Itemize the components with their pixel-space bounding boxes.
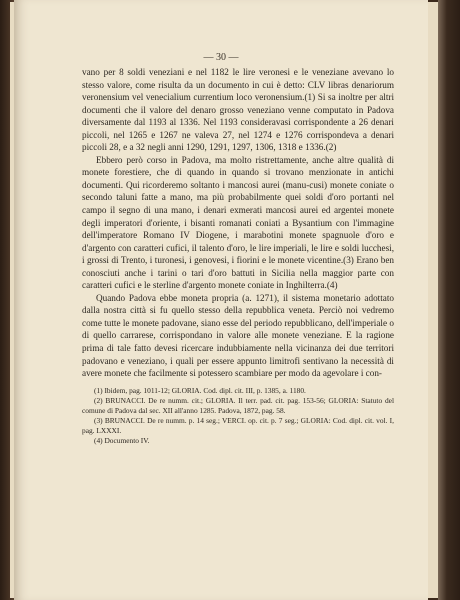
footnote: (4) Documento IV. (94, 436, 150, 446)
main-text (82, 66, 394, 446)
paragraph: vano per 8 soldi veneziani e nel 1182 le lire veronesi e le veneziane avevano lo stesso valore, come risulta da un documento in cui è detto: CLV libras denariorum veronensium vel venecialium currentium loco veronensium.(1) Si sa inoltre per altri documenti che il valore del denaro grosso veneziano venne computato in Padova diversamente dal 1193 al 1336. Nel 1193 consideravasi corrispondente a 26 denari piccoli, nel 1265 e 1267 ne valeva 27, nel 1274 e 1276 corrispondeva a denari piccoli 28, e a 32 negli anni 1290, 1291, 1297, 1306, 1318 e 1336.(2) (82, 67, 394, 153)
page-number: — 30 — (203, 52, 239, 63)
footnote: (1) Ibidem, pag. 1011-12; GLORIA. Cod. dipl. cit. III, p. 1385, a. 1180. (94, 385, 306, 395)
paragraph: Quando Padova ebbe moneta propria (a. 1271), il sistema monetario adottato dalla nostra città si fu quello stesso della repubblica veneta. Perciò noi vedremo come tutte le monete padovane, siano esse del periodo repubblicano, dell'imperiale o di quello carrarese, corrispondano in valore alle monete veneziane. E la ragione prima di tale fatto devesi ricercare indubbiamente nella vicinanza dei due territori padovano e veneziano, i quali per essere appunto limitrofi sentivano la necessità di avere monete che facilmente si potessero scambiare per modo da agevolare i con- (82, 292, 394, 379)
footnote: (2) BRUNACCI. De re numm. cit.; GLORIA. Il terr. pad. cit. pag. 153-56; GLORIA: Statuto del comune di Padova dal sec. XII all'anno 1285. Padova, 1872, pag. 58. (82, 395, 394, 415)
book-cover-edge (438, 0, 460, 600)
footnotes (82, 386, 394, 447)
book-page (14, 0, 428, 600)
footnote: (3) BRUNACCI. De re numm. p. 14 seg.; VERCI. op. cit. p. 7 seg.; GLORIA: Cod. dipl. cit. vol. I, pag. LXXXI. (82, 415, 394, 436)
paragraph: Ebbero però corso in Padova, ma molto ristrettamente, anche altre qualità di monete forestiere, che di quando in quando si trovano menzionate in antichi documenti. Qui ricorderemo soltanto i mancosi aurei (manu-cusi) monete coniate o secondo taluni fatte a mano, ma più probabilmente quei soldi d'oro portanti nel campo il segno di una mano, i denari exmerati mancosi aurei ed argentei monete degli imperatori d'oriente, i bisanti romanati coniati a Bysantium con l'immagine dell'imperatore Romano IV Diogene, i marabotini monete spagnuole d'oro e d'argento con caratteri cufici, il talento d'oro, le lire imperiali, le lire e soldi lucchesi, i grossi di Trento, i turonesi, i genovesi, i fiorini e le monete vicentine.(3) Erano ben conosciuti anche i tarini o tari d'oro battuti in Sicilia nella maggior parte con caratteri cufici e le sterline d'argento monete coniate in Inghilterra.(4) (82, 154, 394, 291)
